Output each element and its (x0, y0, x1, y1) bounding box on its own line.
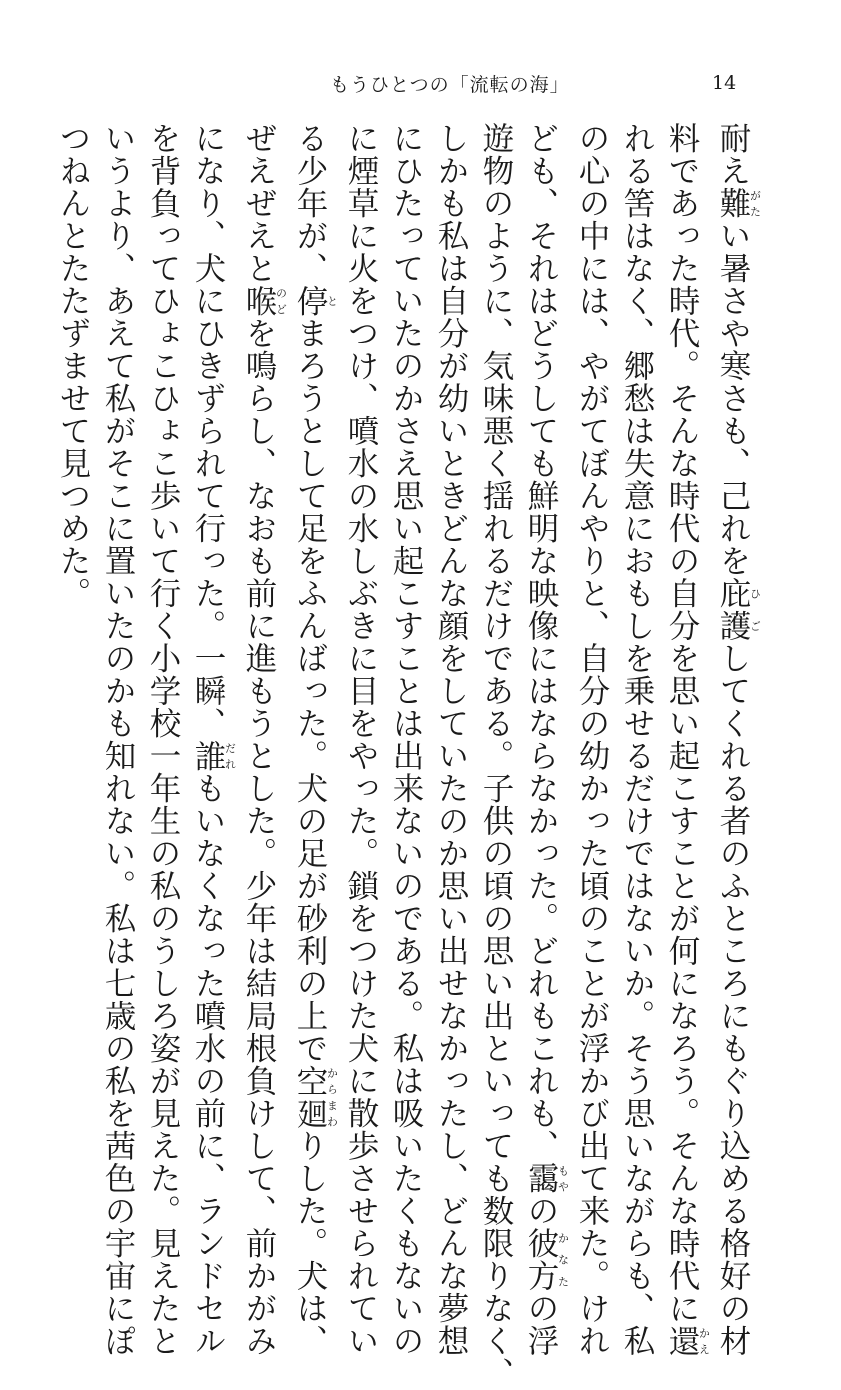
text-segment: を鳴らし、なおも前に進もうとした。少年は結局根負けして、前かがみ (241, 317, 277, 1357)
text-column (659, 122, 711, 1357)
vertical-body-text (50, 122, 762, 1390)
text-segment: もいなくなった噴水の前に、ランドセル (190, 772, 226, 1357)
text-segment: る少年が、 (292, 122, 328, 285)
page-number: 14 (712, 72, 737, 94)
text-segment: いうより、あえて私がそこに置いたのかも知れない。私は七歳の私を茜色の宇宙にぽ (100, 122, 136, 1357)
text-segment: に煙草に火をつけ、噴水の水しぶきに目をやった。鎖をつけた犬に散歩させられてい (343, 122, 379, 1357)
text-column (95, 122, 140, 1357)
ruby-reading: だれ (223, 739, 237, 772)
ruby-base: 難 (715, 187, 751, 220)
ruby-base: 還 (664, 1324, 700, 1357)
text-column (518, 122, 570, 1357)
text-column (710, 122, 762, 1357)
text-column (338, 122, 383, 1357)
text-segment: まろうとして足をふんばった。犬の足が砂利の上で (292, 317, 328, 1065)
text-column (287, 122, 339, 1357)
text-segment: ども、それはどうしても鮮明な映像にはならなかった。どれもこれも、 (523, 122, 559, 1162)
ruby-reading: のど (274, 284, 288, 317)
ruby-word (523, 1227, 570, 1292)
ruby-base: 喉 (241, 284, 277, 317)
text-segment: してくれる者のふところにもぐり込める格好の材 (715, 642, 751, 1357)
ruby-base: 靄 (523, 1162, 559, 1195)
text-segment: の浮 (523, 1292, 559, 1357)
text-column (140, 122, 185, 1357)
text-column (185, 122, 237, 1357)
ruby-base: 誰 (190, 739, 226, 772)
text-segment: つねんとたたずませて見つめた。 (55, 122, 91, 610)
text-segment: りした。犬は、 (292, 1129, 328, 1357)
text-column (50, 122, 95, 1102)
ruby-word (715, 187, 762, 220)
ruby-reading: もや (556, 1162, 570, 1195)
text-column (383, 122, 428, 1357)
ruby-word (523, 1162, 570, 1195)
text-column (236, 122, 288, 1357)
ruby-reading: かえ (697, 1324, 711, 1357)
text-segment: れる筈はなく、郷愁は失意におもしを乗せるだけではないか。そう思いながらも、私 (619, 122, 655, 1357)
text-column (614, 122, 659, 1357)
ruby-word (664, 1324, 711, 1358)
ruby-word (241, 284, 288, 318)
ruby-word (190, 739, 237, 773)
ruby-base: 庇護 (715, 577, 751, 642)
text-column (473, 122, 518, 1390)
text-column (428, 122, 473, 1357)
text-segment: 耐え (715, 122, 751, 187)
ruby-word (292, 1064, 339, 1130)
text-segment: の (523, 1194, 559, 1227)
text-column (569, 122, 614, 1357)
text-segment: い暑さや寒さも、己れを (715, 219, 751, 577)
ruby-word (715, 577, 762, 642)
text-segment: になり、犬にひきずられて行った。一瞬、 (190, 122, 226, 740)
ruby-reading: がた (748, 187, 762, 220)
ruby-reading: ひご (748, 577, 762, 642)
text-segment: の心の中には、やがてぼんやりと、自分の幼かった頃のことが浮かび出て来た。けれ (574, 122, 610, 1357)
text-segment: にひたっていたのかさえ思い起こすことは出来ないのである。私は吸いたくもないの (388, 122, 424, 1357)
ruby-reading: かなた (556, 1227, 570, 1292)
text-segment: ぜえぜえと (241, 122, 277, 285)
text-segment: 料であった時代。そんな時代の自分を思い起こすことが何になろう。そんな時代に (664, 122, 700, 1325)
text-segment: しかも私は自分が幼いときどんな顔をしていたのか思い出せなかったし、どんな夢想 (433, 122, 469, 1357)
ruby-base: 彼方 (523, 1227, 559, 1292)
ruby-word (292, 284, 339, 318)
text-segment: 遊物のように、気味悪く揺れるだけである。子供の頃の思い出といっても数限りなく、 (478, 122, 514, 1390)
ruby-reading: からまわ (325, 1064, 339, 1130)
ruby-base: 空廻 (292, 1064, 328, 1130)
text-segment: を背負ってひょこひょこ歩いて行く小学校一年生の私のうしろ姿が見えた。見えたと (145, 122, 181, 1357)
ruby-reading: と (325, 284, 339, 317)
running-header-title: もうひとつの「流転の海」 (330, 74, 570, 96)
ruby-base: 停 (292, 284, 328, 317)
